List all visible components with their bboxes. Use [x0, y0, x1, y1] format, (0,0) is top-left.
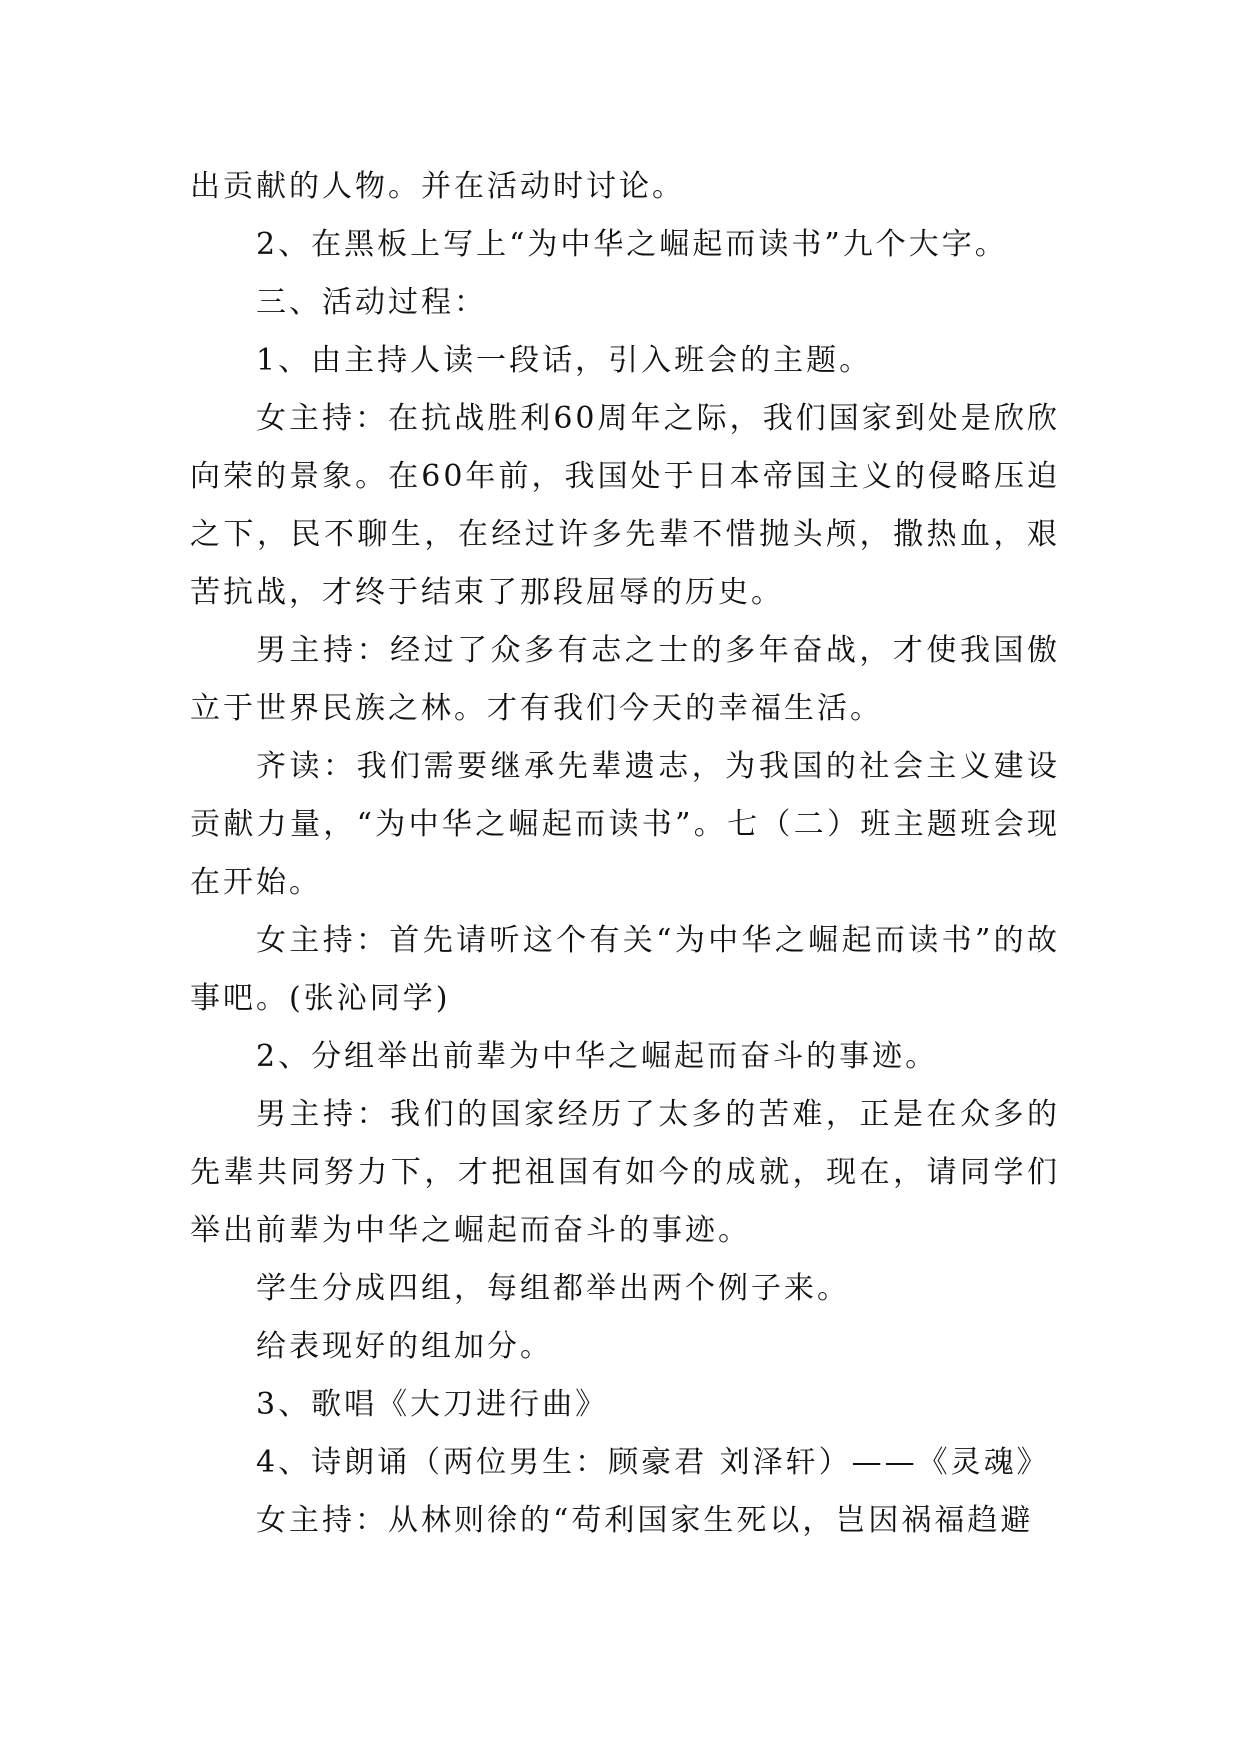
paragraph: 男主持：经过了众多有志之士的多年奋战，才使我国傲立于世界民族之林。才有我们今天的幸福生活。	[190, 633, 1060, 726]
paragraph: 出贡献的人物。并在活动时讨论。	[190, 169, 685, 204]
paragraph: 男主持：我们的国家经历了太多的苦难，正是在众多的先辈共同努力下，才把祖国有如今的成就，现在，请同学们举出前辈为中华之崛起而奋斗的事迹。	[190, 1097, 1060, 1248]
paragraph: 女主持：在抗战胜利60周年之际，我们国家到处是欣欣向荣的景象。在60年前，我国处于日本帝国主义的侵略压迫之下，民不聊生，在经过许多先辈不惜抛头颅，撒热血，艰苦抗战，才终于结束了那段屈辱的历史。	[190, 401, 1060, 610]
paragraph: 女主持：首先请听这个有关“为中华之崛起而读书”的故事吧。(张沁同学)	[190, 923, 1060, 1016]
paragraph: 学生分成四组，每组都举出两个例子来。	[256, 1271, 850, 1306]
paragraph: 1、由主持人读一段话，引入班会的主题。	[256, 343, 873, 378]
paragraph: 女主持：从林则徐的“苟利国家生死以，岂因祸福趋避	[256, 1503, 1034, 1538]
document-body	[190, 158, 1060, 1550]
paragraph: 齐读：我们需要继承先辈遗志，为我国的社会主义建设贡献力量，“为中华之崛起而读书”。七（二）班主题班会现在开始。	[190, 749, 1060, 900]
paragraph: 2、分组举出前辈为中华之崛起而奋斗的事迹。	[256, 1039, 939, 1074]
paragraph: 4、诗朗诵（两位男生：顾豪君 刘泽轩）——《灵魂》	[256, 1445, 1050, 1480]
paragraph: 3、歌唱《大刀进行曲》	[256, 1387, 609, 1422]
paragraph: 给表现好的组加分。	[256, 1329, 553, 1364]
paragraph: 2、在黑板上写上“为中华之崛起而读书”九个大字。	[256, 227, 1008, 262]
section-heading: 三、活动过程：	[256, 285, 487, 320]
